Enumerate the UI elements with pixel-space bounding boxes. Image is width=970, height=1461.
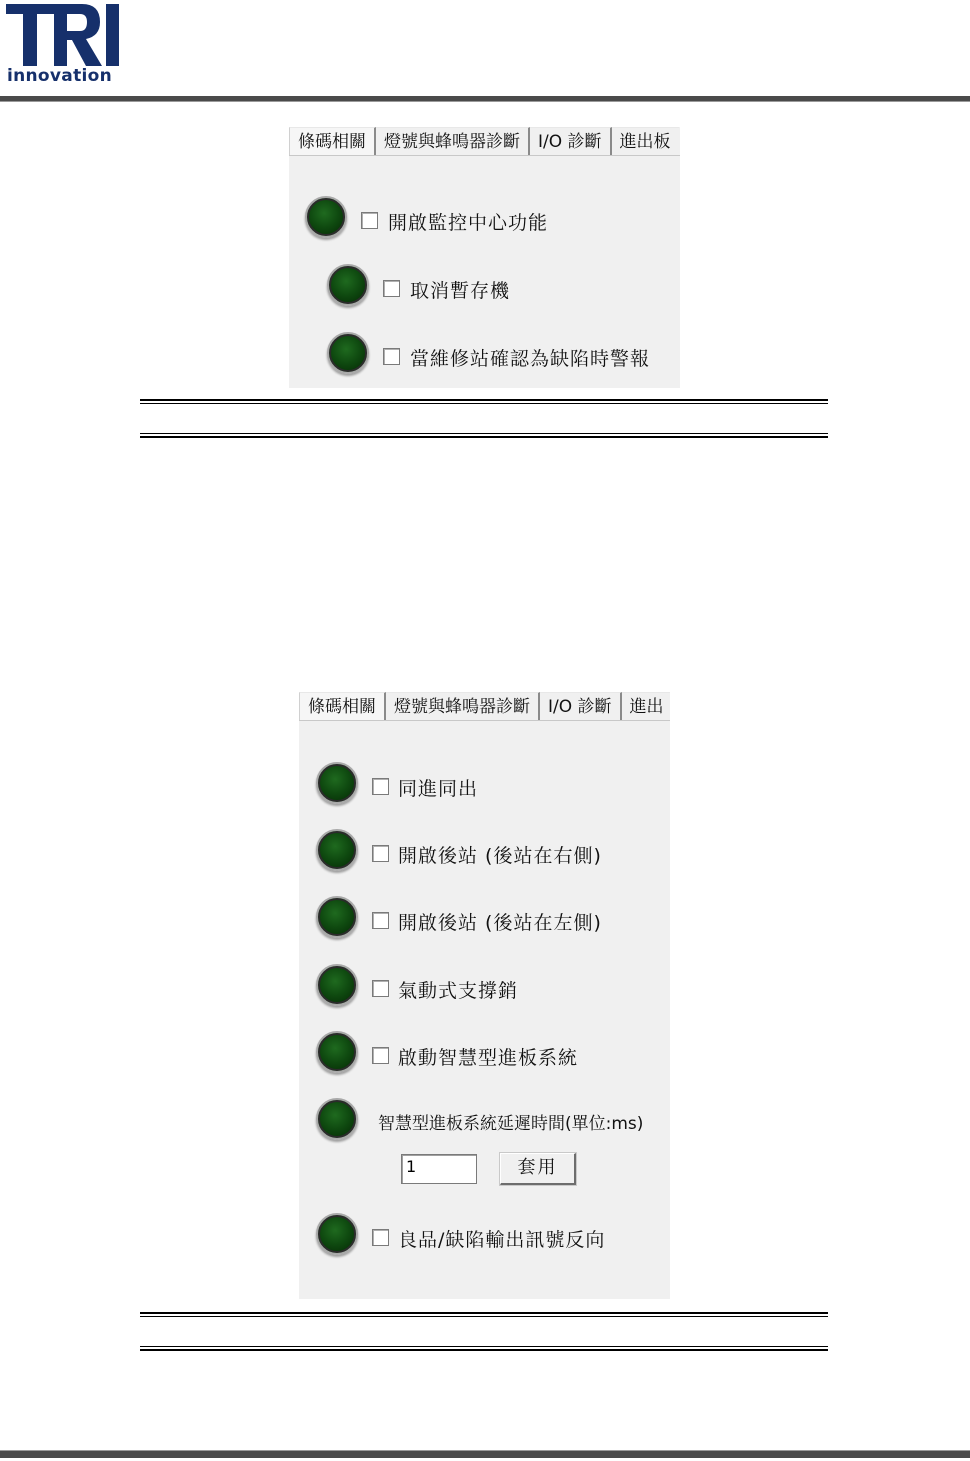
signal-invert-label: 良品/缺陷輸出訊號反向 <box>398 1229 606 1251</box>
status-led-icon <box>327 332 369 374</box>
tri-logo-mark <box>4 0 120 70</box>
status-led-icon <box>305 196 347 238</box>
double-rule <box>140 433 828 438</box>
settings-panel-2 <box>299 692 670 1299</box>
delay-time-label: 智慧型進板系統延遲時間(單位:ms) <box>378 1114 644 1134</box>
tab-bar <box>299 692 670 720</box>
status-led-icon <box>316 829 358 871</box>
logo-text: innovation <box>7 66 112 86</box>
cancel-buffer-label: 取消暫存機 <box>410 280 511 302</box>
pneumatic-pin-checkbox[interactable] <box>372 980 389 997</box>
double-rule <box>140 399 828 404</box>
pneumatic-pin-label: 氣動式支撐銷 <box>398 980 519 1002</box>
same-in-out-label: 同進同出 <box>398 778 479 800</box>
repair-alarm-label: 當維修站確認為缺陷時警報 <box>410 348 651 370</box>
apply-button[interactable]: 套用 <box>500 1153 576 1185</box>
tab-conveyor[interactable]: 進出板 <box>612 127 679 155</box>
rear-station-left-label: 開啟後站 (後站在左側) <box>398 912 602 934</box>
double-rule <box>140 1312 828 1317</box>
status-led-icon <box>327 264 369 306</box>
monitor-center-checkbox[interactable] <box>361 212 378 229</box>
signal-invert-checkbox[interactable] <box>372 1229 389 1246</box>
footer-rule <box>0 1450 970 1458</box>
same-in-out-checkbox[interactable] <box>372 778 389 795</box>
double-rule <box>140 1346 828 1351</box>
repair-alarm-checkbox[interactable] <box>383 348 400 365</box>
tab-barcode[interactable]: 條碼相關 <box>299 692 386 720</box>
tab-divider <box>299 720 670 721</box>
tab-light-buzzer[interactable]: 燈號與蜂鳴器診斷 <box>376 127 530 155</box>
status-led-icon <box>316 1031 358 1073</box>
status-led-icon <box>316 1213 358 1255</box>
tab-io[interactable]: I/O 診斷 <box>530 127 612 155</box>
smart-board-entry-checkbox[interactable] <box>372 1047 389 1064</box>
monitor-center-label: 開啟監控中心功能 <box>388 212 549 234</box>
tab-barcode[interactable]: 條碼相關 <box>289 127 376 155</box>
tab-bar <box>289 127 679 155</box>
rear-station-right-checkbox[interactable] <box>372 845 389 862</box>
delay-time-input[interactable]: 1 <box>401 1154 477 1184</box>
tab-light-buzzer[interactable]: 燈號與蜂鳴器診斷 <box>386 692 540 720</box>
smart-board-entry-label: 啟動智慧型進板系統 <box>398 1047 579 1069</box>
status-led-icon <box>316 964 358 1006</box>
rear-station-right-label: 開啟後站 (後站在右側) <box>398 845 602 867</box>
rear-station-left-checkbox[interactable] <box>372 912 389 929</box>
tab-conveyor[interactable]: 進出 <box>622 692 670 720</box>
tab-io[interactable]: I/O 診斷 <box>540 692 622 720</box>
cancel-buffer-checkbox[interactable] <box>383 280 400 297</box>
status-led-icon <box>316 896 358 938</box>
status-led-icon <box>316 1098 358 1140</box>
header-rule <box>0 96 970 102</box>
tab-divider <box>289 155 680 156</box>
company-logo <box>4 0 120 90</box>
status-led-icon <box>316 762 358 804</box>
settings-panel-1 <box>289 127 680 388</box>
